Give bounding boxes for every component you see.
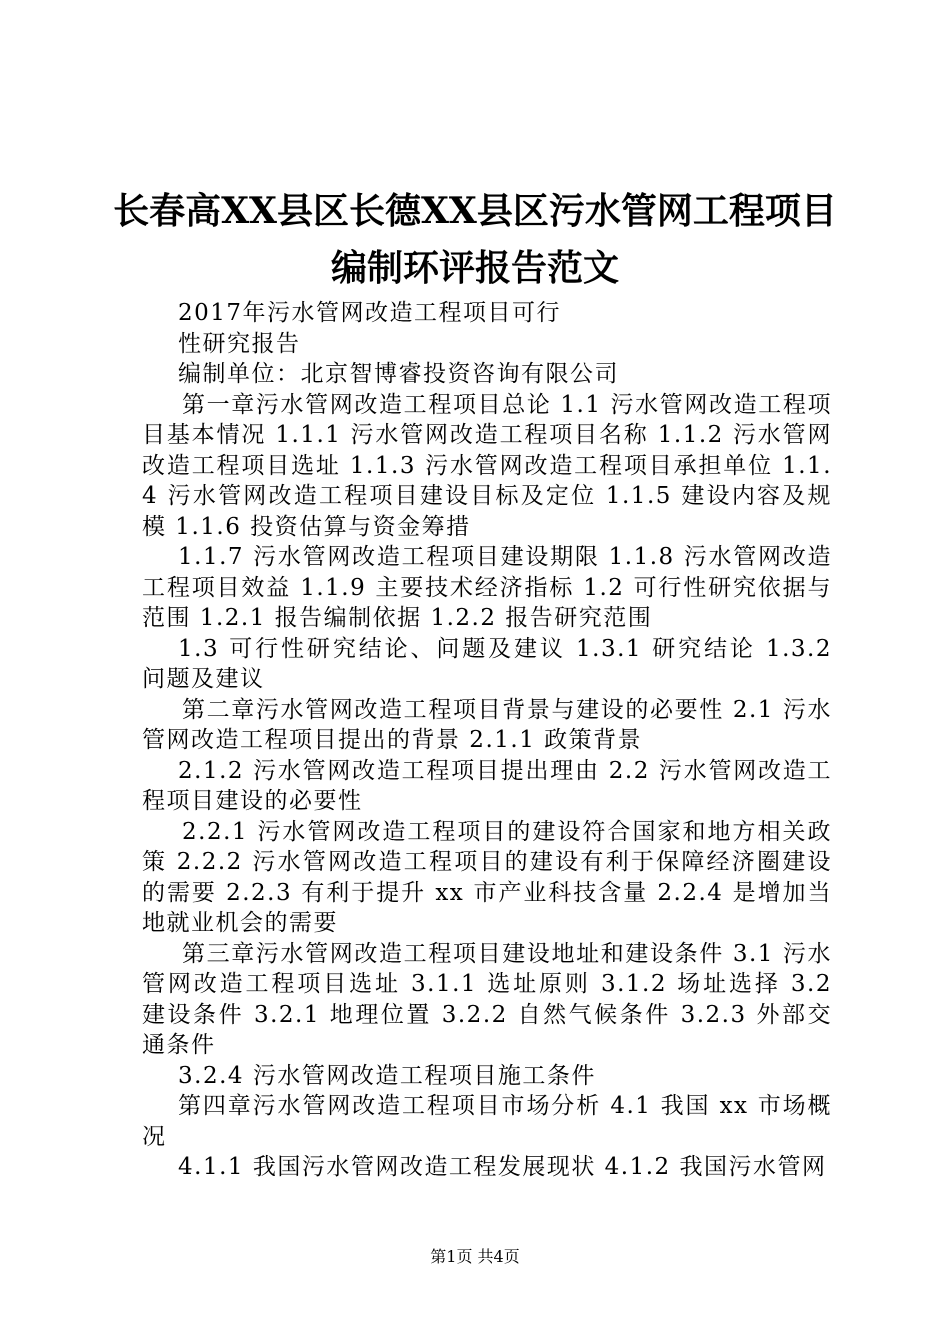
- paragraph: 第三章污水管网改造工程项目建设地址和建设条件 3.1 污水管网改造工程项目选址 3.1.1 选址原则 3.1.2 场址选择 3.2 建设条件 3.2.1 地理位置 3.2.2 自然气候条件 3.2.3 外部交通条件: [142, 940, 832, 1058]
- paragraph: 4.1.1 我国污水管网改造工程发展现状 4.1.2 我国污水管网: [178, 1154, 827, 1180]
- document-title-line-2: 编制环评报告范文: [330, 247, 619, 289]
- paragraph: 第二章污水管网改造工程项目背景与建设的必要性 2.1 污水管网改造工程项目提出的背景 2.1.1 政策背景: [142, 696, 832, 753]
- document-body: [142, 298, 832, 1183]
- paragraph: 2.1.2 污水管网改造工程项目提出理由 2.2 污水管网改造工程项目建设的必要性: [142, 757, 832, 814]
- paragraph: 性研究报告: [178, 330, 301, 357]
- paragraph: 2.2.1 污水管网改造工程项目的建设符合国家和地方相关政策 2.2.2 污水管网改造工程项目的建设有利于保障经济圈建设的需要 2.2.3 有利于提升 xx 市产业科技含量 2.2.4 是增加当地就业机会的需要: [142, 818, 832, 936]
- document-title-line-1: 长春高XX县区长德XX县区污水管网工程项目: [113, 190, 837, 232]
- paragraph: 1.3 可行性研究结论、问题及建议 1.3.1 研究结论 1.3.2 问题及建议: [142, 635, 832, 692]
- paragraph: 2017年污水管网改造工程项目可行: [178, 300, 562, 326]
- paragraph: 第一章污水管网改造工程项目总论 1.1 污水管网改造工程项目基本情况 1.1.1 污水管网改造工程项目名称 1.1.2 污水管网改造工程项目选址 1.1.3 污水管网改造工程项目承担单位 1.1.4 污水管网改造工程项目建设目标及定位 1.1.5 建设内容及规模 1.1.6 投资估算与资金筹措: [142, 391, 832, 540]
- page-footer: 第1页 共4页: [430, 1247, 520, 1266]
- paragraph: 3.2.4 污水管网改造工程项目施工条件: [178, 1062, 596, 1089]
- paragraph: 1.1.7 污水管网改造工程项目建设期限 1.1.8 污水管网改造工程项目效益 1.1.9 主要技术经济指标 1.2 可行性研究依据与范围 1.2.1 报告编制依据 1.2.2 报告研究范围: [142, 544, 832, 631]
- paragraph: 编制单位：北京智博睿投资咨询有限公司: [178, 361, 619, 387]
- paragraph: 第四章污水管网改造工程项目市场分析 4.1 我国 xx 市场概况: [142, 1093, 832, 1150]
